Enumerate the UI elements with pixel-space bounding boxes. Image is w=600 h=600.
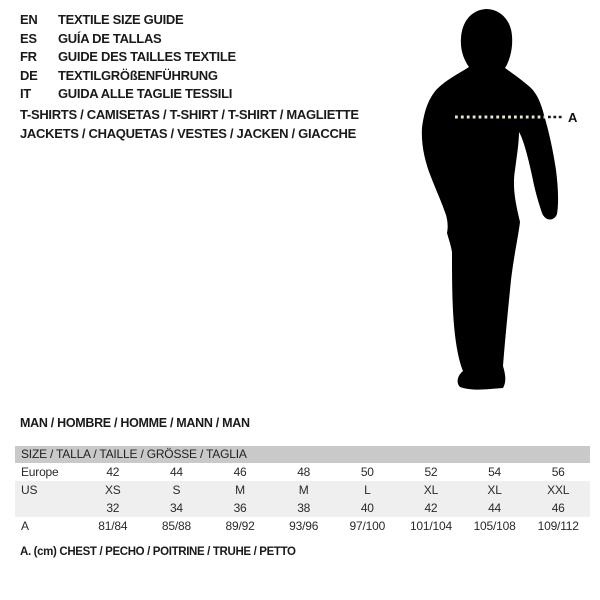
size-value: XL [487,483,502,497]
size-value: 42 [106,465,120,479]
language-code: IT [20,86,31,101]
language-code: EN [20,12,38,27]
guide-title: GUIDA ALLE TAGLIE TESSILI [58,86,233,101]
size-value: 89/92 [225,519,255,533]
table-row-us [15,481,590,499]
size-value: 44 [169,465,183,479]
size-value: 97/100 [349,519,386,533]
man-silhouette-icon [422,9,558,390]
size-value: 85/88 [161,519,191,533]
table-row-europe [15,463,590,481]
measurement-footnote: A. (cm) CHEST / PECHO / POITRINE / TRUHE / PETTO [20,546,296,558]
size-value: 46 [551,501,565,515]
size-measure-figure [415,4,590,404]
table-row-uk [15,499,590,517]
size-value: S [172,483,181,497]
size-value: XXL [547,483,570,497]
size-system-label: US [21,483,38,497]
language-code: FR [20,49,37,64]
size-value: 48 [297,465,311,479]
guide-title: GUÍA DE TALLAS [58,30,162,46]
guide-title: TEXTILGRÖßENFÜHRUNG [58,67,218,83]
size-table [15,463,590,535]
language-title-list [20,11,236,104]
size-table-container [15,446,590,535]
category-jackets: JACKETS / CHAQUETAS / VESTES / JACKEN / GIACCHE [20,125,356,141]
table-row-chest-a [15,517,590,535]
size-value: 52 [424,465,438,479]
guide-title: GUIDE DES TAILLES TEXTILE [58,49,236,64]
size-value: 81/84 [98,519,128,533]
size-value: 109/112 [537,519,579,533]
size-value: L [364,483,371,497]
size-value: 50 [360,465,374,479]
size-value: 44 [488,501,502,515]
garment-categories [20,106,359,143]
size-table-header: SIZE / TALLA / TAILLE / GRÖSSE / TAGLIA [15,446,590,463]
size-value: M [235,483,245,497]
size-value: 32 [106,501,120,515]
size-value: 54 [488,465,502,479]
size-value: XL [423,483,439,497]
size-value: XS [105,483,121,497]
size-value: 93/96 [289,519,319,533]
size-value: 34 [169,501,183,515]
size-value: 46 [233,465,247,479]
size-value: 36 [233,501,247,515]
language-row [20,48,236,67]
measure-label-a: A [568,110,578,125]
size-value: 101/104 [409,519,452,533]
size-system-label: Europe [21,465,59,479]
size-value: 42 [424,501,438,515]
language-row [20,85,236,104]
size-value: 38 [297,501,311,515]
language-row [20,67,236,86]
category-tshirts: T-SHIRTS / CAMISETAS / T-SHIRT / T-SHIRT / MAGLIETTE [20,107,359,122]
size-value: 105/108 [473,519,516,533]
language-row [20,30,236,49]
section-title-man: MAN / HOMBRE / HOMME / MANN / MAN [20,416,250,430]
size-value: 56 [551,465,565,479]
size-system-label: A [21,519,29,533]
language-row [20,11,236,30]
size-system-label [15,499,81,517]
size-value: M [298,483,309,497]
language-code: DE [20,67,38,83]
language-code: ES [20,30,37,46]
guide-title: TEXTILE SIZE GUIDE [58,12,184,27]
size-value: 40 [360,501,374,515]
